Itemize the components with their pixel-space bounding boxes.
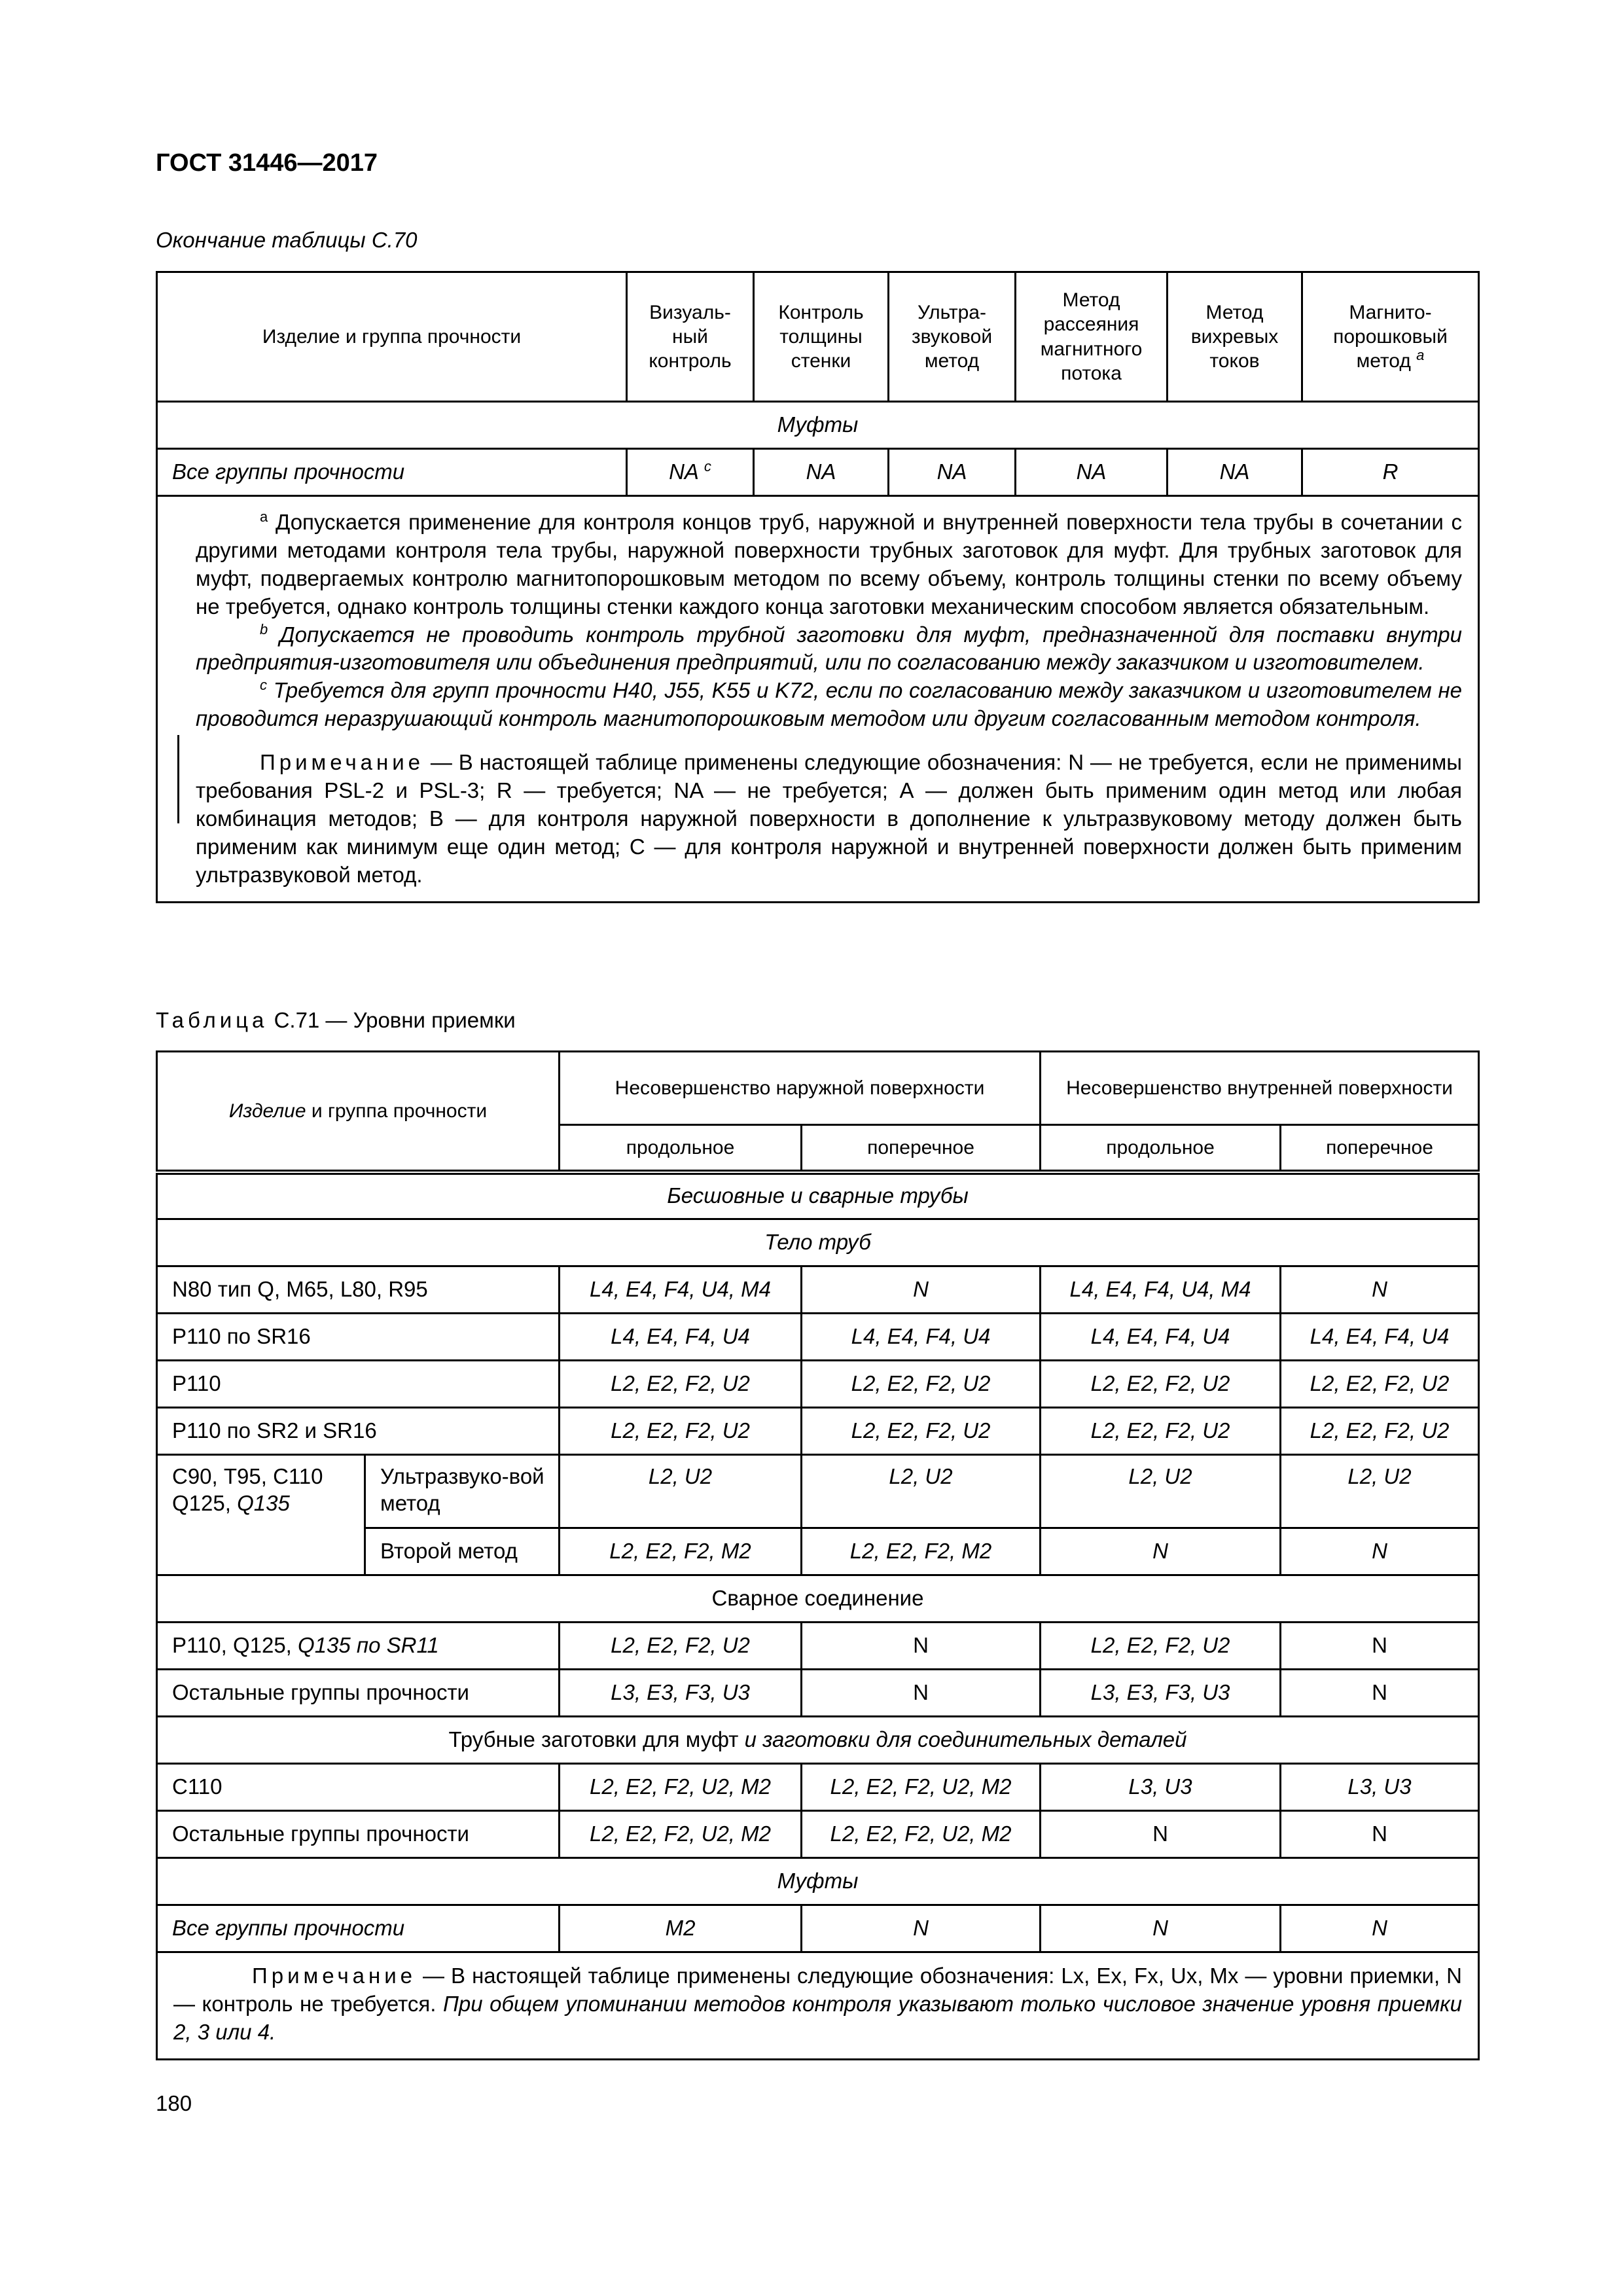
t71-cell: L2, E2, F2, U2, M2 [802, 1811, 1041, 1858]
t71-section-blanks [157, 1717, 1479, 1764]
t70-footnotes [157, 496, 1479, 903]
t71-section-blanks-a: Трубные заготовки для муфт [448, 1727, 739, 1752]
table-row [157, 1811, 1479, 1858]
t71-cell: L2, E2, F2, U2 [1281, 1408, 1479, 1455]
t70-note-label: Примечание [260, 750, 425, 775]
table-row [157, 1314, 1479, 1361]
t71-section-pipes: Бесшовные и сварные трубы [157, 1172, 1479, 1219]
t70-cell-visual-footnote: c [704, 458, 711, 475]
t70-col-thickness-label: Контроль толщины стенки [778, 301, 864, 372]
table-row [157, 1905, 1479, 1952]
footnote-b-text: Допускается не проводить контроль трубной заготовки для муфт, предназначенной для поставки внутри предприятия-изготовителя или объединения предприятий, или по согласованию между заказчиком и изготовителем. [196, 622, 1462, 675]
t70-col-product-label: Изделие и группа прочности [262, 325, 522, 348]
document-number: ГОСТ 31446—2017 [156, 149, 378, 177]
table-row [157, 1764, 1479, 1811]
t71-cell: L3, U3 [1041, 1764, 1281, 1811]
t71-c90-group-b-italic: Q135 [237, 1490, 290, 1515]
t70-cell-visual [627, 449, 754, 496]
t70-col-visual [627, 272, 754, 402]
t71-row-label: Остальные группы прочности [157, 1811, 560, 1858]
t71-section-body: Тело труб [157, 1219, 1479, 1266]
t71-c90-group-label [157, 1455, 365, 1575]
footnote-a-mark: а [260, 509, 268, 525]
t71-cell: L2, E2, F2, U2 [1041, 1361, 1281, 1408]
footnote-c [196, 677, 1462, 733]
t71-c90-sub-second: Второй метод [365, 1528, 560, 1575]
t70-col-product [157, 272, 627, 402]
t71-note-paragraph [173, 1962, 1462, 2047]
t71-note-text: — В настоящей таблице применены следующие обозначения: Lx, Ex, Fx, Ux, Mx — уровни приемки, N — контроль не требуется. [173, 1964, 1463, 2016]
t71-cell: N [1281, 1266, 1479, 1314]
table-c71 [156, 1050, 1480, 2060]
t71-col-inner-trans: поперечное [1281, 1125, 1479, 1172]
t70-section-couplings: Муфты [157, 402, 1479, 449]
t71-cell: L4, E4, F4, U4, M4 [1041, 1266, 1281, 1314]
t70-cell-magnetic-particle: R [1302, 449, 1479, 496]
table-row [157, 449, 1479, 496]
t71-cell: L2, E2, F2, U2, M2 [802, 1764, 1041, 1811]
t71-cell: L2, E2, F2, U2 [1041, 1623, 1281, 1670]
table71-caption-label: Таблица [156, 1008, 268, 1032]
t71-col-outer-trans: поперечное [802, 1125, 1041, 1172]
table-row [157, 1361, 1479, 1408]
t71-row-label: Все группы прочности [157, 1905, 560, 1952]
t70-cell-eddy-current: NA [1168, 449, 1302, 496]
t71-col-outer: Несовершенство наружной поверхности [560, 1052, 1041, 1125]
t71-row-label-text: Р110, Q125, [172, 1633, 292, 1658]
page-number: 180 [156, 2091, 192, 2115]
footnote-b [196, 621, 1462, 677]
t70-cell-ultrasonic: NA [889, 449, 1016, 496]
t71-col-product-italic: Изделие [228, 1100, 306, 1122]
footnote-c-mark: с [260, 677, 267, 694]
t70-col-magnetic-particle-label: Магнито-порошковый метод [1333, 301, 1448, 372]
t71-cell: N [1281, 1623, 1479, 1670]
t71-note-text-italic: При общем упоминании методов контроля указывают только числовое значение уровня приемки 2, 3 или 4. [173, 1991, 1463, 2044]
t71-c90-group-b: Q125, [172, 1490, 231, 1515]
t71-cell: L2, U2 [1281, 1455, 1479, 1528]
t71-cell: L2, E2, F2, U2 [802, 1361, 1041, 1408]
t71-cell: N [1281, 1905, 1479, 1952]
table-row [157, 1670, 1479, 1717]
t70-col-thickness [754, 272, 889, 402]
table-row [157, 1266, 1479, 1314]
t71-row-label [157, 1623, 560, 1670]
table71-header-row [157, 1052, 1479, 1125]
t71-cell: L3, E3, F3, U3 [560, 1670, 802, 1717]
t71-cell: L2, E2, F2, M2 [560, 1528, 802, 1575]
t71-cell: L2, E2, F2, U2 [1041, 1408, 1281, 1455]
t71-col-inner-long: продольное [1041, 1125, 1281, 1172]
t71-c90-group-a: С90, Т95, С110 [172, 1464, 323, 1488]
t71-cell: L4, E4, F4, U4 [1041, 1314, 1281, 1361]
t71-row-label-italic: Q135 по SR11 [298, 1633, 439, 1658]
t70-col-flux-leakage-label: Метод рассеяния магнитного потока [1040, 289, 1143, 384]
t71-cell: L2, E2, F2, U2 [560, 1361, 802, 1408]
t70-col-flux-leakage [1016, 272, 1168, 402]
footnote-b-mark: b [260, 620, 268, 637]
t71-cell: L2, E2, F2, U2, M2 [560, 1811, 802, 1858]
t71-section-weld: Сварное соединение [157, 1575, 1479, 1623]
t71-cell: N [802, 1670, 1041, 1717]
t71-c90-sub-ultrasonic: Ультразвуко-вой метод [365, 1455, 560, 1528]
t70-cell-visual-value: NA [669, 459, 698, 484]
t71-cell: L2, U2 [560, 1455, 802, 1528]
table-row [157, 1623, 1479, 1670]
t71-cell: L4, E4, F4, U4 [802, 1314, 1041, 1361]
t71-cell: L2, E2, F2, U2, M2 [560, 1764, 802, 1811]
footnote-a [196, 509, 1462, 621]
t71-cell: N [802, 1623, 1041, 1670]
table-row [157, 1408, 1479, 1455]
table70-header-row [157, 272, 1479, 402]
footnote-a-text: Допускается применение для контроля концов труб, наружной и внутренней поверхности тела трубы в сочетании с другими методами контроля тела трубы, наружной поверхности трубных заготовок для муфт. Для трубных заготовок для муфт, подвергаемых контролю магнитопорошковым методом по всему объему, контроль толщины стенки по всему объему не требуется, однако контроль толщины стенки каждого конца заготовки механическим способом является обязательным. [196, 510, 1462, 619]
change-bar [177, 735, 179, 823]
t70-cell-flux-leakage: NA [1016, 449, 1168, 496]
t71-col-product-rest: и группа прочности [311, 1100, 488, 1122]
t71-cell: L2, E2, F2, U2 [802, 1408, 1041, 1455]
t71-cell: N [1281, 1528, 1479, 1575]
t71-note [157, 1952, 1479, 2060]
t71-cell: L2, U2 [1041, 1455, 1281, 1528]
t71-cell: L3, E3, F3, U3 [1041, 1670, 1281, 1717]
t70-col7-footnote-mark: а [1416, 347, 1425, 364]
t71-cell: N [802, 1905, 1041, 1952]
t70-note [196, 749, 1462, 889]
t70-col-eddy-current-label: Метод вихревых токов [1190, 301, 1279, 372]
t70-row-label: Все группы прочности [157, 449, 627, 496]
t71-cell: N [1041, 1528, 1281, 1575]
t71-cell: L2, U2 [802, 1455, 1041, 1528]
t71-col-inner: Несовершенство внутренней поверхности [1041, 1052, 1479, 1125]
t71-cell: N [1041, 1905, 1281, 1952]
t71-cell: N [802, 1266, 1041, 1314]
table-row [157, 1455, 1479, 1528]
t71-cell: L2, E2, F2, U2 [1281, 1361, 1479, 1408]
t70-cell-thickness: NA [754, 449, 889, 496]
t71-row-label: С110 [157, 1764, 560, 1811]
t71-cell: L2, E2, F2, U2 [560, 1408, 802, 1455]
t71-section-couplings: Муфты [157, 1858, 1479, 1905]
t71-row-label: Остальные группы прочности [157, 1670, 560, 1717]
table71-caption [156, 1008, 516, 1033]
table70-caption: Окончание таблицы С.70 [156, 228, 418, 252]
t70-note-text: — В настоящей таблице применены следующие обозначения: N — не требуется, если не применимы требования PSL-2 и PSL-3; R — требуется; NA — не требуется; А — должен быть применим один метод или любая комбинация методов; В — для контроля наружной поверхности в дополнение к ультразвуковому методу должен быть применим как минимум еще один метод; С — для контроля наружной и внутренней поверхности должен быть применим ультразвуковой метод. [196, 750, 1463, 887]
t71-section-blanks-b: и заготовки для соединительных деталей [744, 1727, 1187, 1752]
t71-note-label: Примечание [252, 1964, 417, 1988]
table-c70 [156, 271, 1480, 903]
t71-cell: L2, E2, F2, M2 [802, 1528, 1041, 1575]
t71-cell: L4, E4, F4, U4, M4 [560, 1266, 802, 1314]
t71-cell: L4, E4, F4, U4 [560, 1314, 802, 1361]
t70-col-ultrasonic-label: Ультра-звуковой метод [911, 301, 993, 372]
t71-cell: N [1281, 1670, 1479, 1717]
t71-col-product [157, 1052, 560, 1172]
t71-cell: M2 [560, 1905, 802, 1952]
t70-col-ultrasonic [889, 272, 1016, 402]
t71-col-outer-long: продольное [560, 1125, 802, 1172]
t70-col-visual-label: Визуаль-ный контроль [649, 301, 732, 372]
table71-caption-title: С.71 — Уровни приемки [274, 1008, 516, 1032]
t71-row-label: Р110 по SR2 и SR16 [157, 1408, 560, 1455]
t71-cell: L3, U3 [1281, 1764, 1479, 1811]
t71-cell: L2, E2, F2, U2 [560, 1623, 802, 1670]
footnote-c-text: Требуется для групп прочности Н40, J55, K55 и K72, если по согласованию между заказчиком и изготовителем не проводится неразрушающий контроль магнитопорошковым методом или другим согласованным методом контроля. [196, 678, 1463, 731]
t70-col-eddy-current [1168, 272, 1302, 402]
t71-row-label: Р110 по SR16 [157, 1314, 560, 1361]
t70-col-magnetic-particle [1302, 272, 1479, 402]
t71-cell: N [1281, 1811, 1479, 1858]
t71-row-label: Р110 [157, 1361, 560, 1408]
t71-row-label: N80 тип Q, M65, L80, R95 [157, 1266, 560, 1314]
t71-cell: L4, E4, F4, U4 [1281, 1314, 1479, 1361]
t71-cell: N [1041, 1811, 1281, 1858]
